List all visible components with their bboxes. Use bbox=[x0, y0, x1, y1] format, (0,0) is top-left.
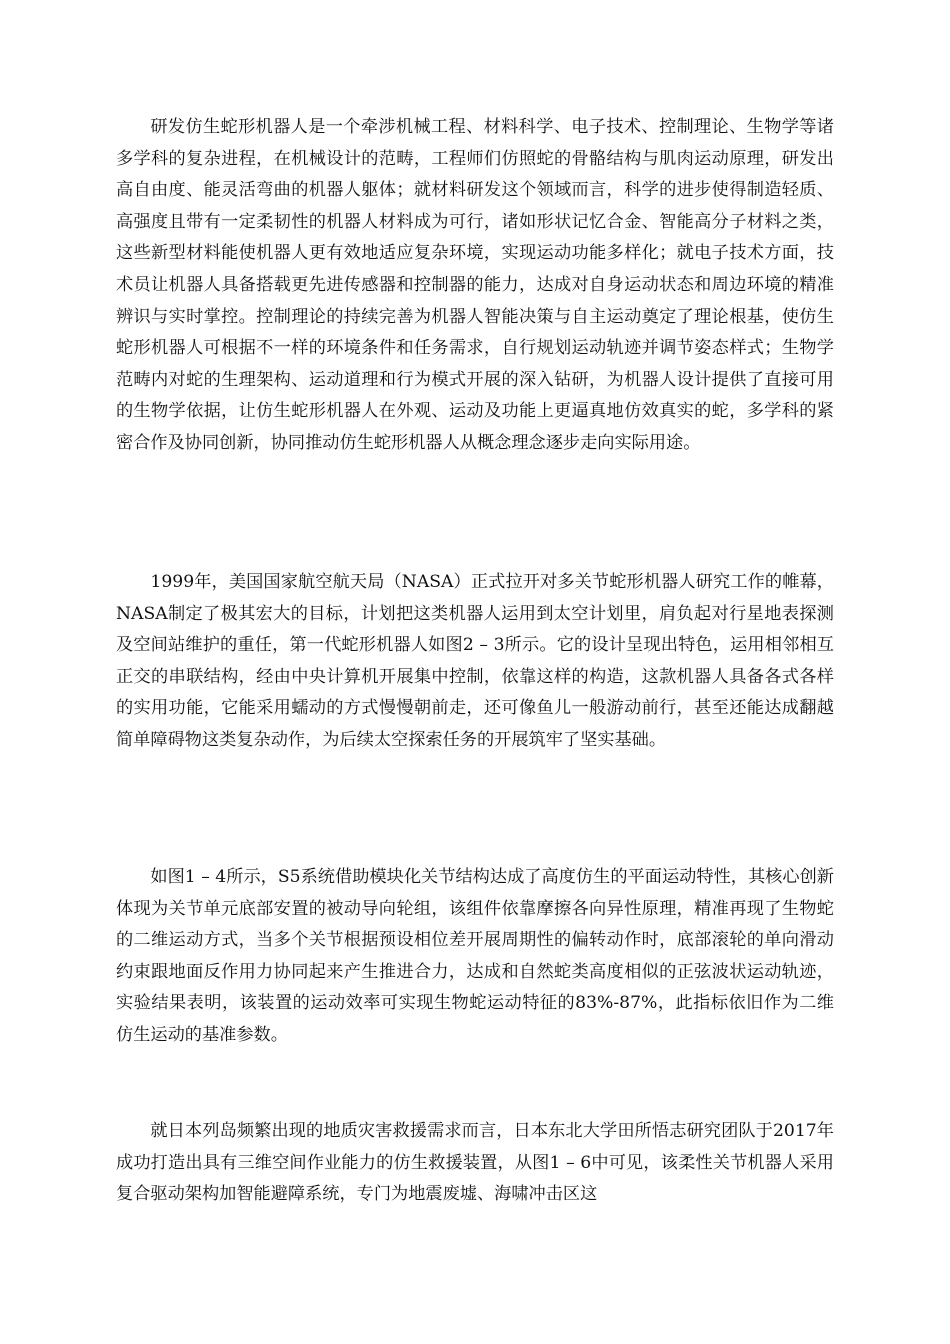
body-paragraph-4: 就日本列岛频繁出现的地质灾害救援需求而言，日本东北大学田所悟志研究团队于2017年成功打造出具有三维空间作业能力的仿生救援装置，从图1 – 6中可见，该柔性关节机器人采用复合驱动架构加智能避障系统，专门为地震废墟、海啸冲击区这 bbox=[116, 1121, 834, 1205]
body-paragraph-2: 1999年，美国国家航空航天局（NASA）正式拉开对多关节蛇形机器人研究工作的帷幕，NASA制定了极其宏大的目标，计划把这类机器人运用到太空计划里，肩负起对行星地表探测及空间站维护的重任，第一代蛇形机器人如图2 – 3所示。它的设计呈现出特色，运用相邻相互正交的串联结构，经由中央计算机开展集中控制，依靠这样的构造，这款机器人具备各式各样的实用功能，它能采用蠕动的方式慢慢朝前走，还可像鱼儿一般游动前行，甚至还能达成翻越简单障碍物这类复杂动作，为后续太空探索任务的开展筑牢了坚实基础。 bbox=[116, 572, 834, 750]
body-paragraph-1: 研发仿生蛇形机器人是一个牵涉机械工程、材料科学、电子技术、控制理论、生物学等诸多学科的复杂进程，在机械设计的范畴，工程师们仿照蛇的骨骼结构与肌肉运动原理，研发出高自由度、能灵活弯曲的机器人躯体；就材料研发这个领域而言，科学的进步使得制造轻质、高强度且带有一定柔韧性的机器人材料成为可行，诸如形状记忆合金、智能高分子材料之类，这些新型材料能使机器人更有效地适应复杂环境，实现运动功能多样化；就电子技术方面，技术员让机器人具备搭载更先进传感器和控制器的能力，达成对自身运动状态和周边环境的精准辨识与实时掌控。控制理论的持续完善为机器人智能决策与自主运动奠定了理论根基，使仿生蛇形机器人可根据不一样的环境条件和任务需求，自行规划运动轨迹并调节姿态样式；生物学范畴内对蛇的生理架构、运动道理和行为模式开展的深入钻研，为机器人设计提供了直接可用的生物学依据，让仿生蛇形机器人在外观、运动及功能上更逼真地仿效真实的蛇，多学科的紧密合作及协同创新，协同推动仿生蛇形机器人从概念理念逐步走向实际用途。 bbox=[116, 117, 834, 453]
body-paragraph-3: 如图1 – 4所示，S5系统借助模块化关节结构达成了高度仿生的平面运动特性，其核心创新体现为关节单元底部安置的被动导向轮组，该组件依靠摩擦各向异性原理，精准再现了生物蛇的二维运动方式，当多个关节根据预设相位差开展周期性的偏转动作时，底部滚轮的单向滑动约束跟地面反作用力协同起来产生推进合力，达成和自然蛇类高度相似的正弦波状运动轨迹，实验结果表明，该装置的运动效率可实现生物蛇运动特征的83%-87%，此指标依旧作为二维仿生运动的基准参数。 bbox=[116, 867, 834, 1045]
